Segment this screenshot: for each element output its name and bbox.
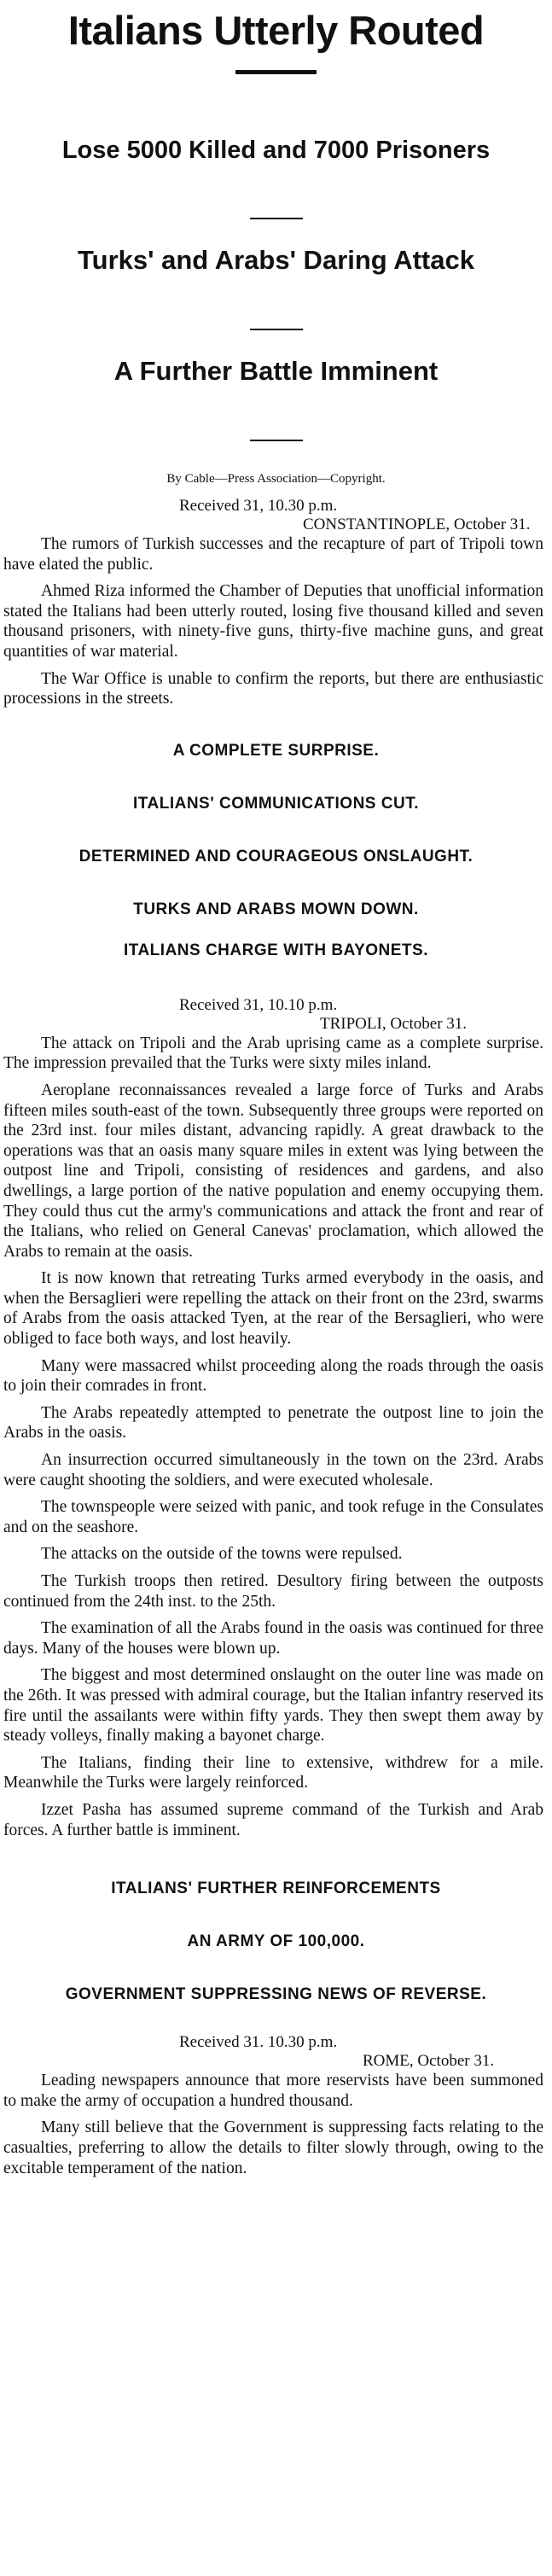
paragraph: The rumors of Turkish successes and the recapture of part of Tripoli town have elated the public. bbox=[3, 535, 543, 574]
subheading: A COMPLETE SURPRISE. bbox=[172, 741, 380, 760]
dateline: CONSTANTINOPLE, October 31. bbox=[303, 516, 531, 533]
paragraph: Many still believe that the Government is suppressing facts relating to the casualties, preferring to allow the details to filter slowly through, owing to the excitable temperament of the nation. bbox=[3, 2118, 543, 2177]
dateline: ROME, October 31. bbox=[363, 2052, 495, 2071]
deck-headline-3: A Further Battle Imminent bbox=[113, 356, 439, 386]
dateline: TRIPOLI, October 31. bbox=[320, 1014, 468, 1033]
paragraph: The Arabs repeatedly attempted to penetrate the outpost line to join the Arabs in the oasis. bbox=[3, 1403, 543, 1442]
subheading: ITALIANS' COMMUNICATIONS CUT. bbox=[133, 794, 419, 813]
subheading: TURKS AND ARABS MOWN DOWN. bbox=[133, 900, 419, 918]
paragraph: An insurrection occurred simultaneously in the town on the 23rd. Arabs were caught shooting the soldiers, and were executed wholesale. bbox=[3, 1451, 543, 1489]
deck-rule-3 bbox=[250, 440, 303, 441]
received-time: Received 31, 10.30 p.m. bbox=[179, 497, 338, 515]
received-time: Received 31, 10.10 p.m. bbox=[179, 995, 338, 1014]
received-time: Received 31. 10.30 p.m. bbox=[179, 2033, 338, 2052]
main-headline: Italians Utterly Routed bbox=[67, 8, 485, 53]
paragraph: The biggest and most determined onslaught on the outer line was made on the 26th. It was pressed with admiral courage, but the Italian infantry reserved its fire until the assailants were within fifty yards. They then swept them away by steady volleys, finally making a bayonet charge. bbox=[3, 1666, 544, 1746]
paragraph: The attack on Tripoli and the Arab uprising came as a complete surprise. The impression prevailed that the Turks were sixty miles inland. bbox=[3, 1034, 543, 1073]
paragraph: Leading newspapers announce that more reservists have been summoned to make the army of occupation a hundred thousand. bbox=[3, 2072, 543, 2110]
paragraph: The War Office is unable to confirm the reports, but there are enthusiastic processions in the streets. bbox=[3, 669, 543, 708]
subheading: ITALIANS CHARGE WITH BAYONETS. bbox=[123, 941, 428, 959]
article-body-3 bbox=[0, 2071, 552, 2178]
subheading: DETERMINED AND COURAGEOUS ONSLAUGHT. bbox=[78, 847, 474, 865]
paragraph: Izzet Pasha has assumed supreme command of the Turkish and Arab forces. A further battle is imminent. bbox=[3, 1800, 543, 1839]
subheading: ITALIANS' FURTHER REINFORCEMENTS bbox=[111, 1880, 441, 1898]
paragraph: The Italians, finding their line to extensive, withdrew for a mile. Meanwhile the Turks were largely reinforced. bbox=[3, 1753, 543, 1792]
paragraph: The Turkish troops then retired. Desultory firing between the outposts continued from the 24th inst. to the 25th. bbox=[3, 1572, 543, 1611]
headline-rule bbox=[235, 70, 317, 74]
article-body-2 bbox=[0, 1034, 552, 1840]
deck-rule-1 bbox=[250, 218, 303, 219]
paragraph: The examination of all the Arabs found in the oasis was continued for three days. Many of the houses were blown up. bbox=[3, 1619, 543, 1658]
subheading: AN ARMY OF 100,000. bbox=[187, 1932, 365, 1951]
subheading: GOVERNMENT SUPPRESSING NEWS OF REVERSE. bbox=[65, 1985, 487, 2004]
deck-headline-1: Lose 5000 Killed and 7000 Prisoners bbox=[61, 137, 491, 164]
paragraph: The townspeople were seized with panic, and took refuge in the Consulates and on the seashore. bbox=[3, 1498, 543, 1536]
deck-headline-2: Turks' and Arabs' Daring Attack bbox=[78, 245, 474, 275]
credit-line: By Cable—Press Association—Copyright. bbox=[166, 472, 386, 486]
paragraph: Aeroplane reconnaissances revealed a large force of Turks and Arabs fifteen miles south-east of the town. Subsequently three groups were reported on the 23rd inst. four miles distant, advancing rapidly. A great drawback to the operations was that an oasis many square miles in extent was lying between the outpost line and Tripoli, consisting of residences and gardens, and also dwellings, a large portion of the native population and enemy occupying them. They could thus cut the army's communications and attack the front and rear of the Italians, who relied on General Canevas' proclamation, which allowed the Arabs to remain at the oasis. bbox=[3, 1081, 543, 1261]
article-body-1 bbox=[0, 534, 552, 709]
paragraph: The attacks on the outside of the towns were repulsed. bbox=[41, 1545, 403, 1564]
paragraph: Ahmed Riza informed the Chamber of Deputies that unofficial information stated the Italians had been utterly routed, losing five thousand killed and seven thousand prisoners, with ninety-five guns, thirty-five machine guns, and great quantities of war material. bbox=[3, 582, 543, 661]
paragraph: Many were massacred whilst proceeding along the roads through the oasis to join their comrades in front. bbox=[3, 1356, 543, 1396]
deck-rule-2 bbox=[250, 329, 303, 330]
paragraph: It is now known that retreating Turks armed everybody in the oasis, and when the Bersaglieri were repelling the attack on their front on the 23rd, swarms of Arabs from the oasis attacked Tyen, at the rear of the Bersaglieri, who were obliged to face both ways, and lost heavily. bbox=[3, 1269, 543, 1349]
